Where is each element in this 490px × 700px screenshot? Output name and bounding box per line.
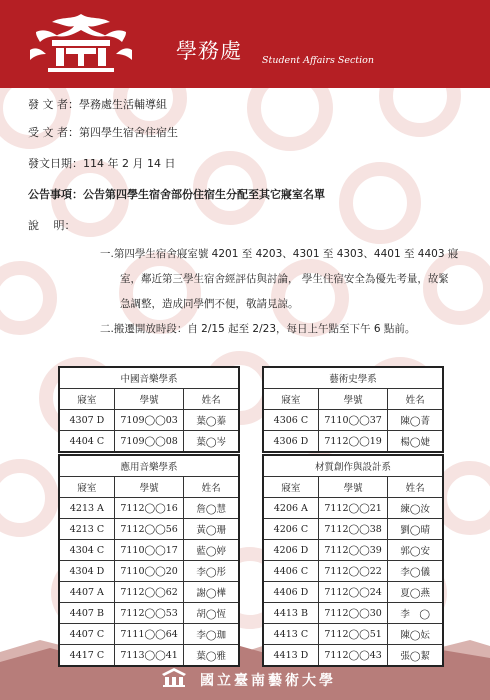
column-room: 寢室 xyxy=(59,477,114,498)
column-id: 學號 xyxy=(318,477,388,498)
column-id: 學號 xyxy=(318,389,388,410)
table-row xyxy=(263,410,443,431)
table-row xyxy=(59,540,239,561)
cell-id: 7112◯◯30 xyxy=(318,603,388,624)
table-row xyxy=(59,410,239,431)
cell-name: 夏◯燕 xyxy=(388,582,443,603)
cell-name: 楊◯婕 xyxy=(388,431,443,453)
subject-row xyxy=(28,188,325,202)
cell-name: 李◯彤 xyxy=(184,561,239,582)
table-chinese-music xyxy=(58,366,240,453)
cell-room: 4417 C xyxy=(59,645,114,667)
subject-label: 公告事項： xyxy=(28,188,83,201)
table-row xyxy=(263,561,443,582)
receiver-row xyxy=(28,126,178,140)
item2-line: 二.搬遷開放時段：自 2/15 起至 2/23，每日上午點至下午 6 點前。 xyxy=(100,323,416,335)
cell-id: 7112◯◯43 xyxy=(318,645,388,667)
cell-name: 詹◯慧 xyxy=(184,498,239,519)
table-row xyxy=(263,519,443,540)
column-name: 姓名 xyxy=(184,389,239,410)
cell-id: 7112◯◯39 xyxy=(318,540,388,561)
cell-name: 黃◯珊 xyxy=(184,519,239,540)
cell-room: 4413 C xyxy=(263,624,318,645)
cell-room: 4206 A xyxy=(263,498,318,519)
column-id: 學號 xyxy=(114,389,184,410)
table-row xyxy=(263,645,443,667)
sender-row xyxy=(28,98,167,112)
cell-room: 4404 C xyxy=(59,431,114,453)
description-label: 說 明： xyxy=(28,219,76,232)
table-row xyxy=(263,603,443,624)
table-row xyxy=(59,582,239,603)
item1-line2: 室，鄰近第三學生宿舍經評估與討論， 學生住宿安全為優先考量，故緊 xyxy=(120,273,449,285)
cell-name: 謝◯樺 xyxy=(184,582,239,603)
cell-id: 7112◯◯51 xyxy=(318,624,388,645)
cell-room: 4413 D xyxy=(263,645,318,667)
cell-name: 葉◯蓁 xyxy=(184,410,239,431)
table-row xyxy=(263,624,443,645)
cell-id: 7112◯◯24 xyxy=(318,582,388,603)
cell-name: 葉◯雅 xyxy=(184,645,239,667)
description-paragraph xyxy=(100,242,459,342)
cell-id: 7112◯◯19 xyxy=(318,431,388,453)
cell-room: 4213 A xyxy=(59,498,114,519)
cell-id: 7112◯◯38 xyxy=(318,519,388,540)
cell-id: 7109◯◯03 xyxy=(114,410,184,431)
date-value: 114 年 2 月 14 日 xyxy=(83,157,176,170)
group-title: 藝術史學系 xyxy=(263,367,443,389)
cell-name: 李◯珈 xyxy=(184,624,239,645)
date-label: 發文日期： xyxy=(28,157,83,170)
sender-value: 學務處生活輔導組 xyxy=(79,98,167,111)
description-row xyxy=(28,219,76,233)
cell-room: 4206 D xyxy=(263,540,318,561)
cell-name: 劉◯晴 xyxy=(388,519,443,540)
group-title: 中國音樂學系 xyxy=(59,367,239,389)
table-material-design xyxy=(262,454,444,667)
cell-room: 4206 C xyxy=(263,519,318,540)
group-title: 應用音樂學系 xyxy=(59,455,239,477)
cell-room: 4306 D xyxy=(263,431,318,453)
table-row xyxy=(59,603,239,624)
group-title: 材質創作與設計系 xyxy=(263,455,443,477)
cell-name: 陳◯菁 xyxy=(388,410,443,431)
item1-line1: 一.第四學生宿舍寢室號 4201 至 4203、4301 至 4303、4401 至 4403 寢 xyxy=(100,248,459,260)
table-row xyxy=(59,519,239,540)
cell-room: 4406 D xyxy=(263,582,318,603)
subject-value: 公告第四學生宿舍部份住宿生分配至其它寢室名單 xyxy=(83,188,325,201)
cell-id: 7113◯◯41 xyxy=(114,645,184,667)
cell-room: 4407 B xyxy=(59,603,114,624)
cell-name: 胡◯恆 xyxy=(184,603,239,624)
column-name: 姓名 xyxy=(388,389,443,410)
table-row xyxy=(263,582,443,603)
cell-name: 郭◯安 xyxy=(388,540,443,561)
table-row xyxy=(59,645,239,667)
cell-room: 4304 D xyxy=(59,561,114,582)
header-title-zh: 學務處 xyxy=(176,39,242,63)
column-room: 寢室 xyxy=(59,389,114,410)
table-row xyxy=(59,624,239,645)
cell-name: 葉◯岑 xyxy=(184,431,239,453)
receiver-label: 受 文 者： xyxy=(28,126,79,139)
column-id: 學號 xyxy=(114,477,184,498)
cell-name: 李◯儀 xyxy=(388,561,443,582)
cell-room: 4413 B xyxy=(263,603,318,624)
cell-name: 陳◯妘 xyxy=(388,624,443,645)
table-row xyxy=(263,498,443,519)
table-row xyxy=(59,498,239,519)
table-row xyxy=(59,561,239,582)
table-art-history xyxy=(262,366,444,453)
cell-id: 7110◯◯37 xyxy=(318,410,388,431)
cell-room: 4406 C xyxy=(263,561,318,582)
table-row xyxy=(263,540,443,561)
cell-id: 7111◯◯64 xyxy=(114,624,184,645)
cell-room: 4407 C xyxy=(59,624,114,645)
cell-room: 4307 D xyxy=(59,410,114,431)
cell-id: 7112◯◯62 xyxy=(114,582,184,603)
cell-room: 4213 C xyxy=(59,519,114,540)
sender-label: 發 文 者： xyxy=(28,98,79,111)
column-name: 姓名 xyxy=(184,477,239,498)
column-room: 寢室 xyxy=(263,389,318,410)
column-name: 姓名 xyxy=(388,477,443,498)
cell-id: 7112◯◯56 xyxy=(114,519,184,540)
cell-room: 4306 C xyxy=(263,410,318,431)
cell-name: 練◯汝 xyxy=(388,498,443,519)
table-row xyxy=(59,431,239,453)
cell-id: 7112◯◯21 xyxy=(318,498,388,519)
cell-room: 4304 C xyxy=(59,540,114,561)
university-mark-icon xyxy=(160,666,188,688)
table-applied-music xyxy=(58,454,240,667)
receiver-value: 第四學生宿舍住宿生 xyxy=(79,126,178,139)
cell-id: 7110◯◯20 xyxy=(114,561,184,582)
header-title-en: Student Affairs Section xyxy=(262,55,374,66)
cell-id: 7110◯◯17 xyxy=(114,540,184,561)
item1-line3: 急調整，造成同學們不便，敬請見諒。 xyxy=(120,298,299,310)
cell-room: 4407 A xyxy=(59,582,114,603)
cell-id: 7112◯◯16 xyxy=(114,498,184,519)
footer-university-name: 國立臺南藝術大學 xyxy=(200,673,336,689)
cell-name: 藍◯婷 xyxy=(184,540,239,561)
date-row xyxy=(28,157,175,171)
cell-id: 7112◯◯22 xyxy=(318,561,388,582)
cell-id: 7112◯◯53 xyxy=(114,603,184,624)
column-room: 寢室 xyxy=(263,477,318,498)
table-row xyxy=(263,431,443,453)
cell-id: 7109◯◯08 xyxy=(114,431,184,453)
cell-name: 張◯絜 xyxy=(388,645,443,667)
cell-name: 李 ◯ xyxy=(388,603,443,624)
